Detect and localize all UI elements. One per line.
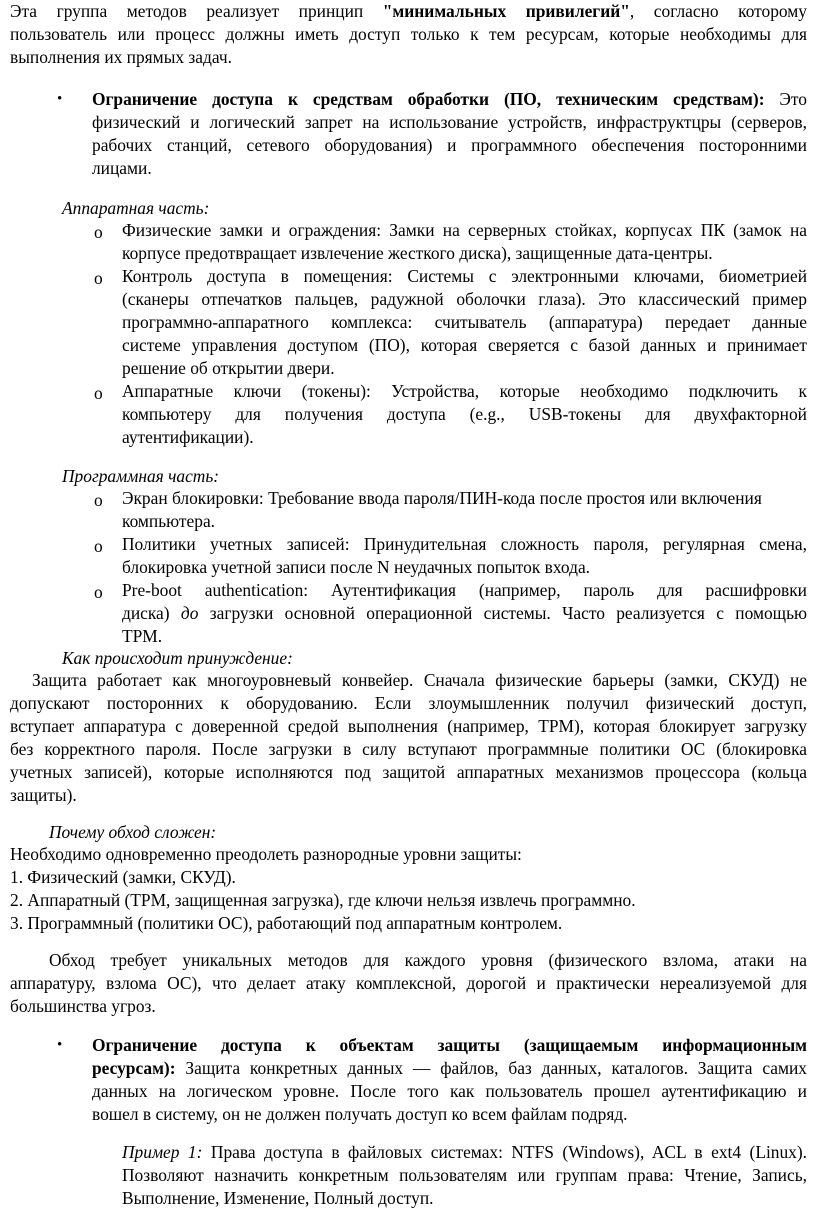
list-item-line: Аппаратные ключи (токены): Устройства, которые необходимо подключить к <box>122 381 807 401</box>
intro-text: , согласно которому <box>629 1 808 21</box>
list-item: 3. Программный (политики ОС), работающий под аппаратным контролем. <box>10 913 563 933</box>
section1-line-2: физический и логический запрет на использование устройств, инфраструктцры (серверов, <box>92 112 807 132</box>
list-item-line: программно-аппаратного комплекса: считыватель (аппаратура) передает данные <box>122 312 807 332</box>
list-item-line: решение об открытии двери. <box>122 358 335 378</box>
circle-bullet-icon: o <box>94 536 103 556</box>
circle-bullet-icon: o <box>94 582 103 602</box>
list-item-line: Физические замки и ограждения: Замки на серверных стойках, корпусах ПК (замок на <box>122 220 807 240</box>
software-heading: Программная часть: <box>62 466 220 486</box>
list-item-line: корпусе предотвращает извлечение жесткого диска), защищенные дата-центры. <box>122 243 713 263</box>
conclusion-line: аппаратуру, взлома ОС), что делает атаку комплексной, дорогой и практически нереализуемой для <box>10 973 807 993</box>
section2-line-3: данных на логическом уровне. После того как пользователь прошел аутентификацию и <box>92 1081 807 1101</box>
list-item-line: компьютера. <box>122 511 216 531</box>
list-item: 1. Физический (замки, СКУД). <box>10 867 236 887</box>
bypass-intro: Необходимо одновременно преодолеть разнородные уровни защиты: <box>10 844 522 864</box>
list-item-line: TPM. <box>122 626 163 646</box>
example-text: Права доступа в файловых системах: NTFS (Windows), ACL в ext4 (Linux). <box>202 1142 808 1162</box>
list-item-line: Политики учетных записей: Принудительная сложность пароля, регулярная смена, <box>122 534 807 554</box>
intro-line-3: выполнения их прямых задач. <box>10 47 232 67</box>
enforcement-line: защиты). <box>10 785 77 805</box>
section2-title: ресурсам): <box>92 1058 176 1078</box>
conclusion-line: большинства угроз. <box>10 996 156 1016</box>
enforcement-line: без корректного пароля. После загрузки в силу вступают программные политики ОС (блокировка <box>10 739 807 759</box>
list-item-line: аутентификации). <box>122 427 254 447</box>
example-line-1 <box>122 1141 807 1163</box>
list-item-text: загрузки основной операционной системы. Часто реализуется с помощью <box>198 603 807 623</box>
intro-text: Эта группа методов реализует принцип <box>10 1 383 21</box>
list-item-text: диска) <box>122 603 181 623</box>
section1-text: Это <box>764 89 807 109</box>
intro-line-2: пользователь или процесс должны иметь доступ только к тем ресурсам, которые необходимы для <box>10 24 807 44</box>
enforcement-heading: Как происходит принуждение: <box>62 648 293 668</box>
enforcement-line: допускают посторонних к оборудованию. Если злоумышленник получил физический доступ, <box>10 693 807 713</box>
hardware-heading: Аппаратная часть: <box>62 198 210 218</box>
bullet-icon: • <box>57 91 63 107</box>
conclusion-line: Обход требует уникальных методов для каждого уровня (физического взлома, атаки на <box>49 950 807 970</box>
list-item-line: (сканеры отпечатков пальцев, радужной оболочки глаза). Это классический пример <box>122 289 807 309</box>
section2-line-4: вошел в систему, он не должен получать доступ ко всем файлам подряд. <box>92 1104 628 1124</box>
example-label: Пример 1: <box>122 1142 203 1162</box>
bullet-icon: • <box>57 1037 63 1053</box>
list-item-line: блокировка учетной записи после N неудачных попыток входа. <box>122 557 591 577</box>
list-item: 2. Аппаратный (TPM, защищенная загрузка), где ключи нельзя извлечь программно. <box>10 890 636 910</box>
section1-line-3: рабочих станций, сетевого оборудования) и программного обеспечения посторонними <box>92 135 807 155</box>
section1-line-4: лицами. <box>92 158 152 178</box>
circle-bullet-icon: o <box>94 490 103 510</box>
principle-term: "минимальных привилегий" <box>382 1 630 21</box>
list-item-line: Контроль доступа в помещения: Системы с электронными ключами, биометрией <box>122 266 807 286</box>
list-item-line <box>122 602 807 624</box>
enforcement-line: учетных записей), которые исполняются под защитой аппаратных механизмов процессора (кольца <box>10 762 807 782</box>
section1-line-1 <box>92 88 807 110</box>
list-item-line: компьютеру для получения доступа (e.g., USB-токены для двухфакторной <box>122 404 807 424</box>
bypass-heading: Почему обход сложен: <box>49 822 217 842</box>
circle-bullet-icon: o <box>94 383 103 403</box>
enforcement-line: Защита работает как многоуровневый конвейер. Сначала физические барьеры (замки, СКУД) не <box>32 670 807 690</box>
list-item-line: Экран блокировки: Требование ввода пароля/ПИН-кода после простоя или включения <box>122 488 762 508</box>
circle-bullet-icon: o <box>94 222 103 242</box>
example-line-3: Выполнение, Изменение, Полный доступ. <box>122 1188 434 1208</box>
section2-text: Защита конкретных данных — файлов, баз данных, каталогов. Защита самих <box>175 1058 807 1078</box>
list-item-line: Pre-boot authentication: Аутентификация (например, пароль для расшифровки <box>122 580 807 600</box>
emphasis-text: до <box>180 603 199 623</box>
list-item-line: системе управления доступом (ПО), которая сверяется с базой данных и принимает <box>122 335 807 355</box>
section2-title-line-1: Ограничение доступа к объектам защиты (защищаемым информационным <box>92 1035 807 1055</box>
example-line-2: Позволяют назначить конкретным пользователям или группам права: Чтение, Запись, <box>122 1165 807 1185</box>
enforcement-line: вступает аппаратура с доверенной средой выполнения (например, TPM), которая блокирует загрузку <box>10 716 807 736</box>
circle-bullet-icon: o <box>94 268 103 288</box>
intro-line-1 <box>10 0 807 22</box>
section2-line-2 <box>92 1057 807 1079</box>
section1-title: Ограничение доступа к средствам обработки (ПО, техническим средствам): <box>92 89 765 109</box>
